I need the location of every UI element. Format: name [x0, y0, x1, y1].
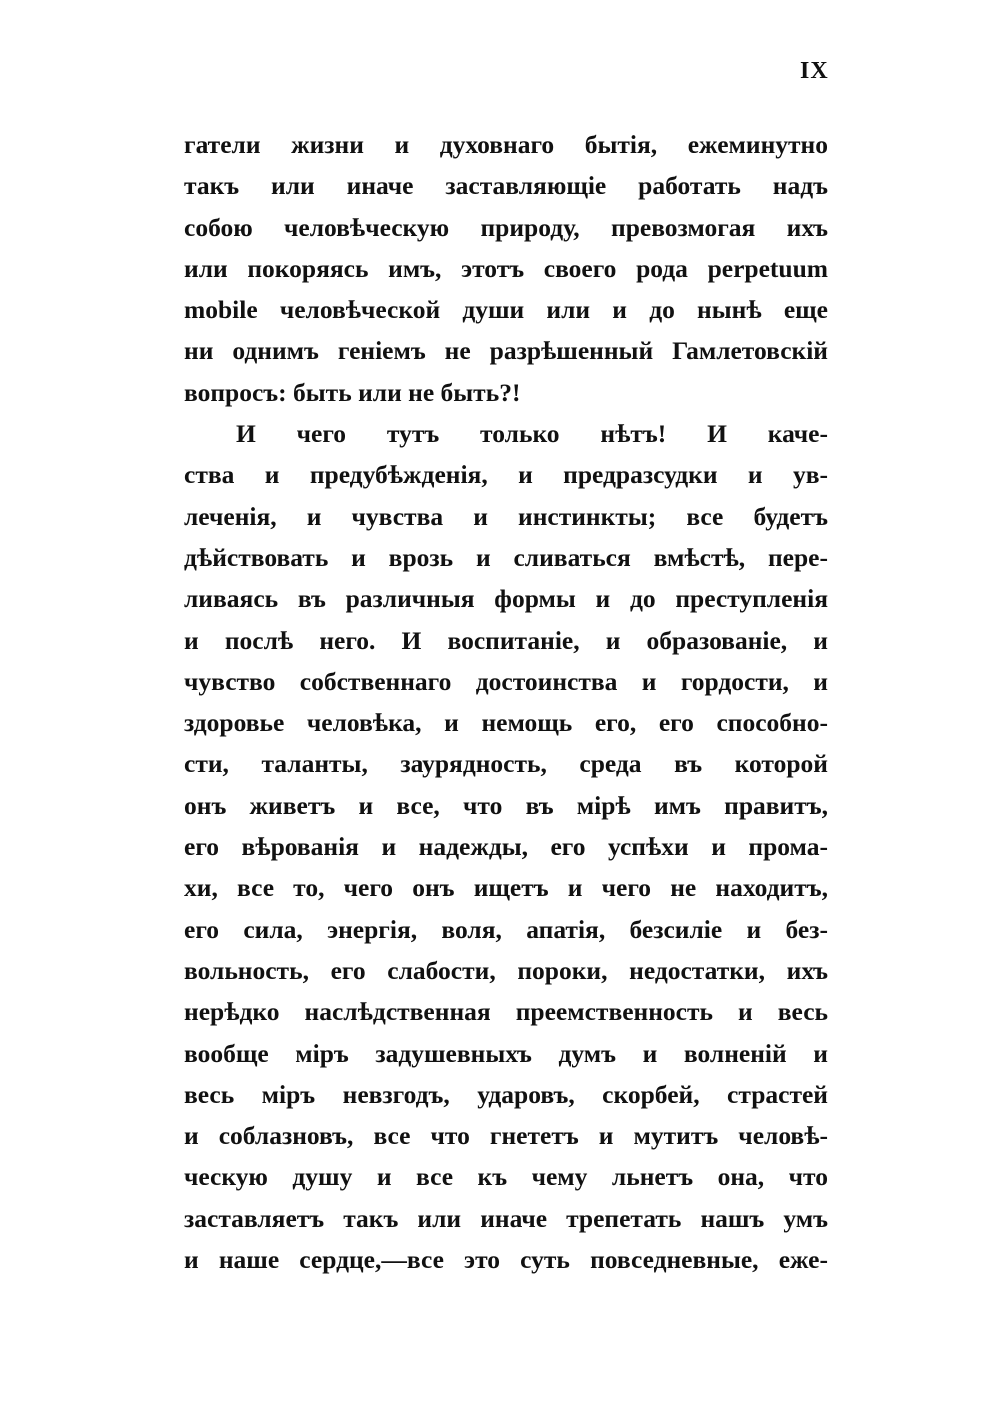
paragraph-1	[184, 124, 828, 413]
text-line: здоровье человѣка, и немощь его, его способно-	[184, 708, 828, 738]
paragraph-2	[184, 413, 828, 1280]
text-line: его вѣрованія и надежды, его успѣхи и прома-	[184, 832, 828, 862]
text-line: такъ или иначе заставляющіе работать надъ	[184, 171, 828, 201]
text-line: хи, все то, чего онъ ищетъ и чего не находитъ,	[184, 873, 828, 903]
text-line: дѣйствовать и врозь и сливаться вмѣстѣ, пере-	[184, 542, 828, 572]
text-line: сти, таланты, заурядность, среда въ которой	[184, 749, 828, 779]
text-line: собою человѣческую природу, превозмогая ихъ	[184, 212, 828, 242]
text-line: mobile человѣческой души или и до нынѣ еще	[184, 295, 828, 325]
text-line: И чего тутъ только нѣтъ! И каче-	[236, 419, 828, 449]
text-line: весь міръ невзгодъ, ударовъ, скорбей, страстей	[184, 1079, 828, 1109]
page-number: IX	[800, 58, 829, 84]
text-line: и наше сердце,—все это суть повседневные, еже-	[184, 1245, 828, 1275]
text-line: вольность, его слабости, пороки, недостатки, ихъ	[184, 955, 828, 985]
text-line: и соблазновъ, все что гнететъ и мутитъ человѣ-	[184, 1121, 828, 1151]
text-line: ни однимъ геніемъ не разрѣшенный Гамлетовскій	[184, 336, 828, 366]
text-line: нерѣдко наслѣдственная преемственность и весь	[184, 997, 828, 1027]
text-line: и послѣ него. И воспитаніе, и образованіе, и	[184, 625, 828, 655]
text-line: вообще міръ задушевныхъ думъ и волненій и	[184, 1038, 828, 1068]
body-text	[184, 124, 828, 1280]
text-line: заставляетъ такъ или иначе трепетать нашъ умъ	[184, 1203, 828, 1233]
text-line: ливаясь въ различныя формы и до преступленія	[184, 584, 828, 614]
text-line: вопросъ: быть или не быть?!	[184, 377, 521, 407]
text-line: леченія, и чувства и инстинкты; все будетъ	[184, 501, 828, 531]
text-line: гатели жизни и духовнаго бытія, ежеминутно	[184, 130, 828, 159]
text-line: онъ живетъ и все, что въ мірѣ имъ правитъ,	[184, 790, 828, 820]
text-line: чувство собственнаго достоинства и гордости, и	[184, 666, 828, 696]
text-line: ства и предубѣжденія, и предразсудки и ув-	[184, 460, 828, 490]
text-line: его сила, энергія, воля, апатія, безсиліе и без-	[184, 914, 828, 944]
text-line: или покоряясь имъ, этотъ своего рода perpetuum	[184, 253, 828, 283]
text-line: ческую душу и все къ чему льнетъ она, что	[184, 1162, 828, 1192]
